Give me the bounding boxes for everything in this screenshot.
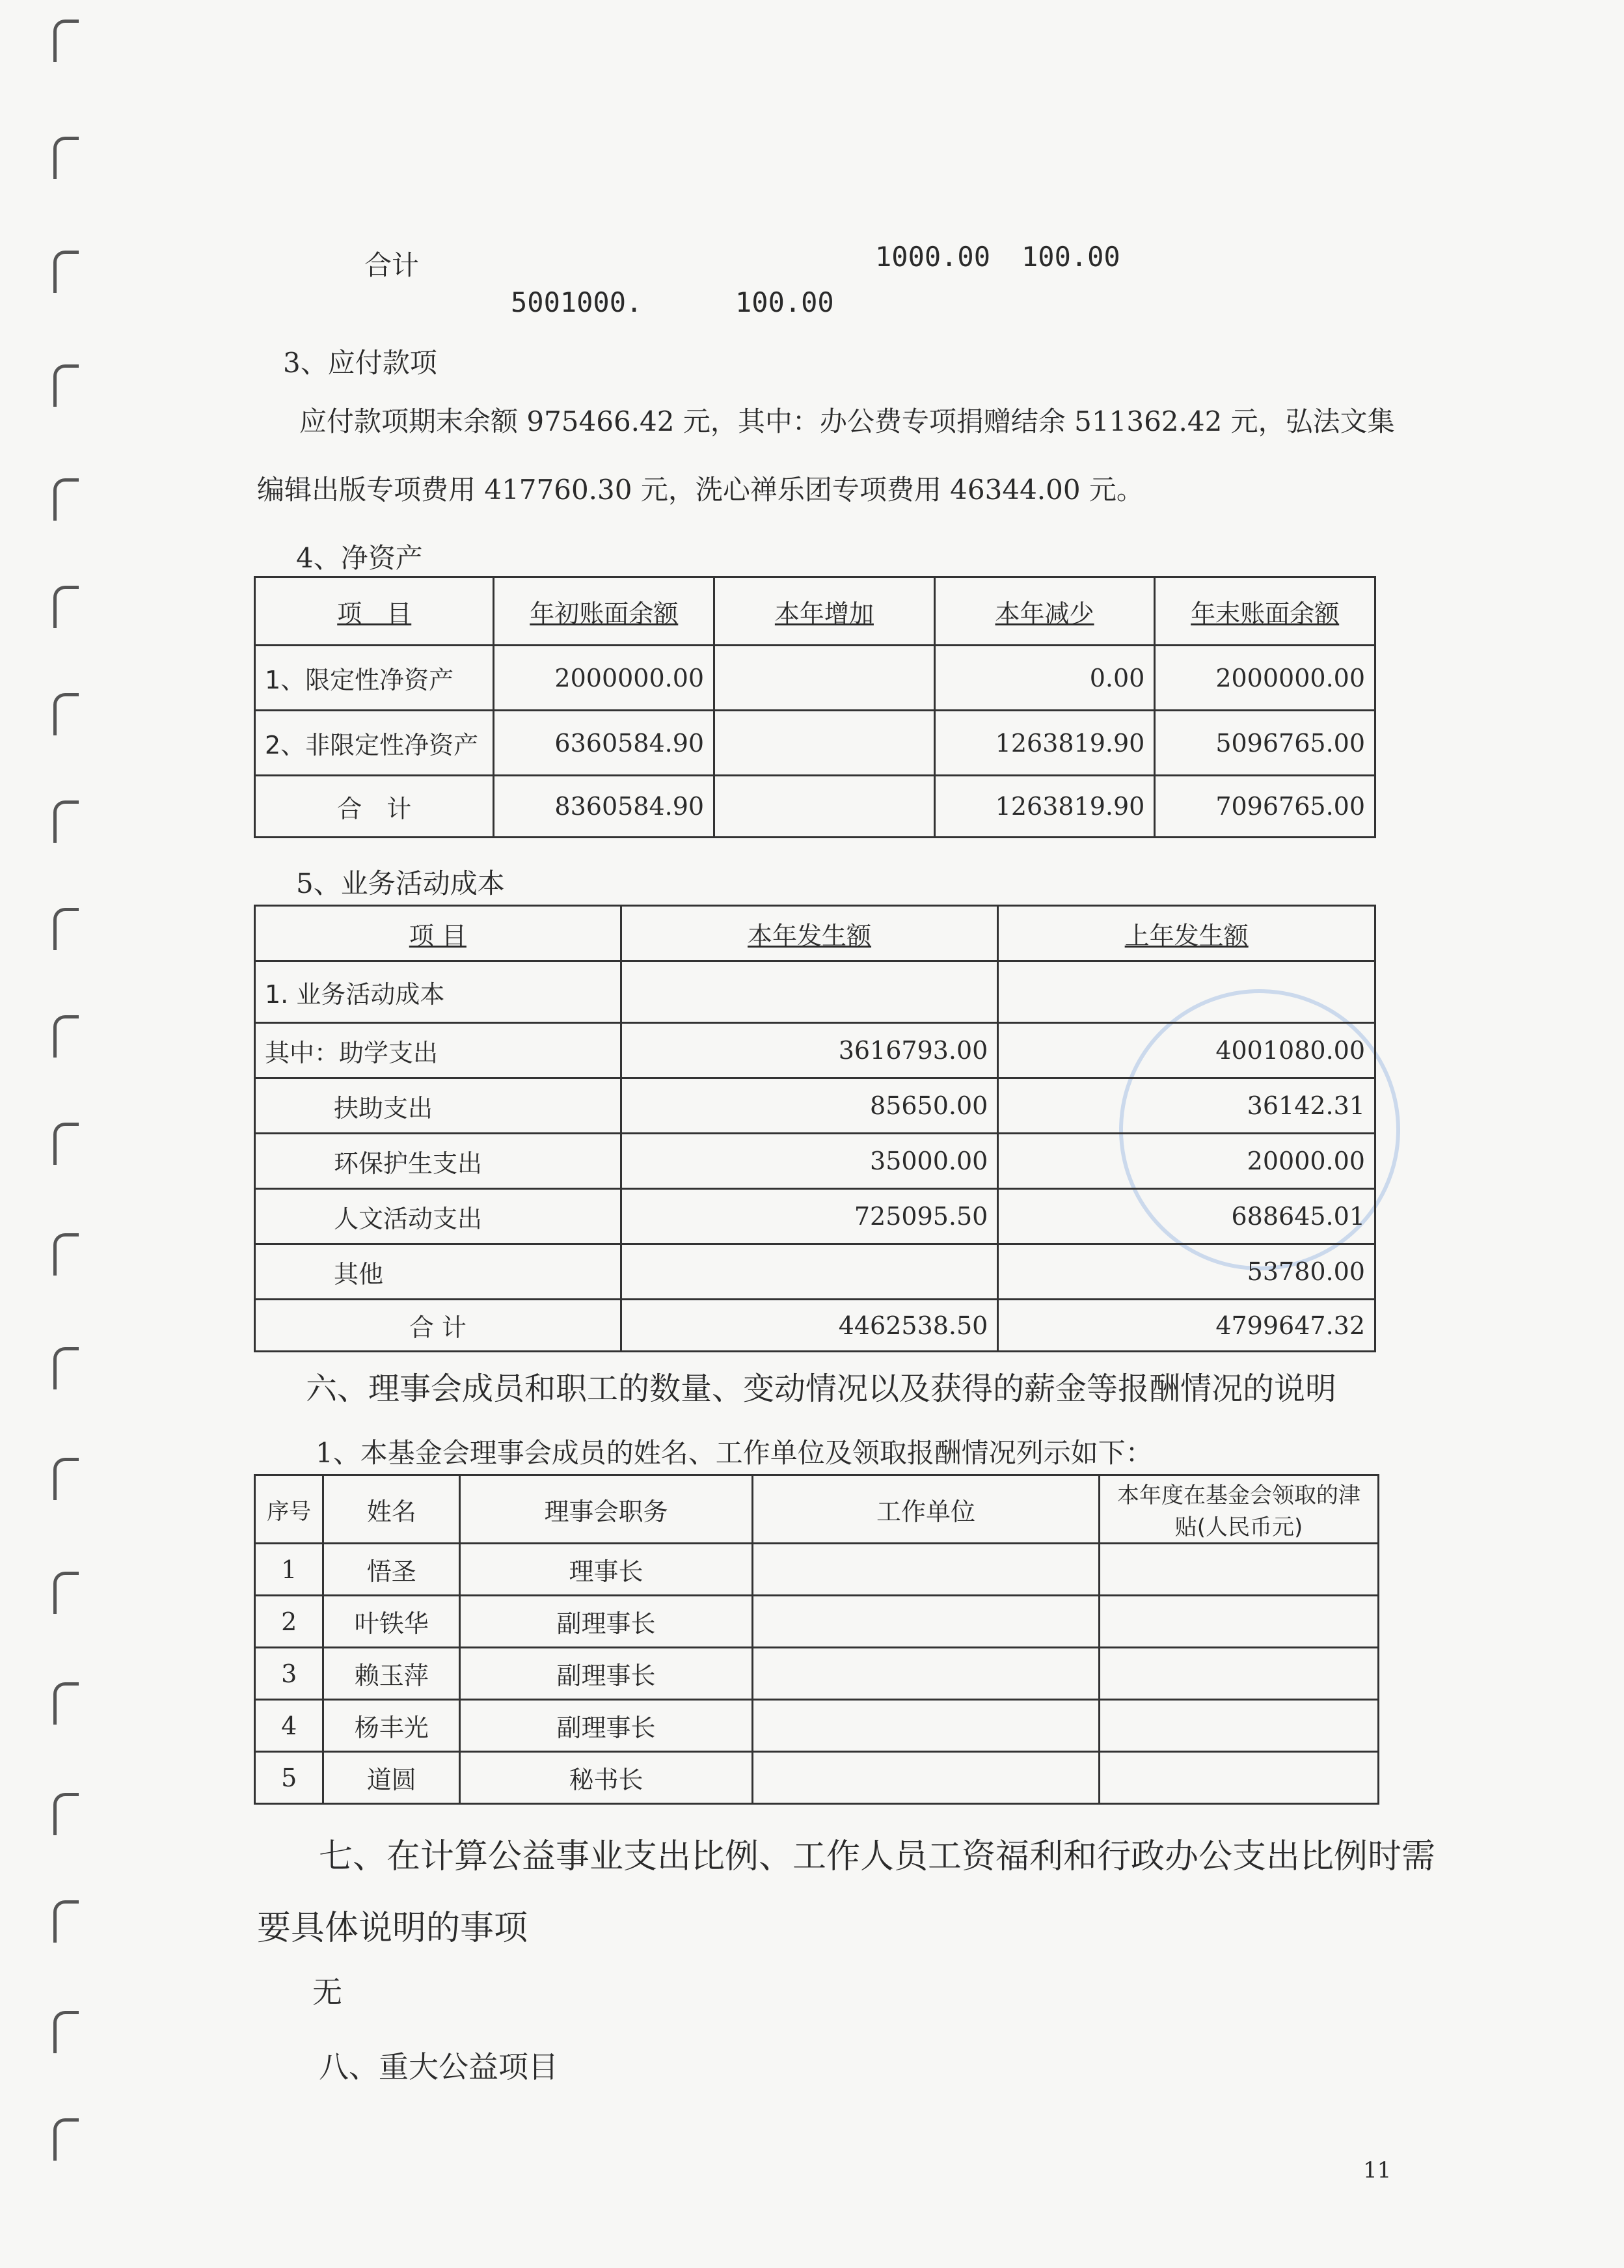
table-row (255, 1648, 1379, 1700)
table-cell: 1、限定性净资产 (255, 646, 494, 711)
table-cell: 4462538.50 (621, 1300, 998, 1352)
table-cell: 20000.00 (998, 1134, 1375, 1189)
table-row (255, 1078, 1375, 1134)
table-row (255, 1134, 1375, 1189)
section-7-heading-line-1: 七、在计算公益事业支出比例、工作人员工资福利和行政办公支出比例时需 (319, 1837, 1436, 1876)
table-header-row (255, 577, 1375, 646)
table-header: 本年发生额 (621, 906, 998, 961)
binding-hole (53, 1123, 79, 1165)
table-cell (621, 961, 998, 1023)
table-cell: 悟圣 (323, 1544, 460, 1596)
table-header-row (255, 1475, 1379, 1544)
table-cell: 4001080.00 (998, 1023, 1375, 1078)
table-cell: 4 (255, 1700, 323, 1752)
table-cell: 725095.50 (621, 1189, 998, 1244)
section-7-body: 无 (312, 1974, 342, 2010)
binding-hole (53, 478, 79, 521)
table-cell (1100, 1648, 1379, 1700)
binding-holes (39, 0, 98, 2268)
table-cell: 1. 业务活动成本 (255, 961, 621, 1023)
table-cell: 秘书长 (460, 1752, 753, 1804)
table-cell: 2 (255, 1596, 323, 1648)
table-cell: 副理事长 (460, 1700, 753, 1752)
table-header: 工作单位 (752, 1475, 1099, 1544)
table-cell: 理事长 (460, 1544, 753, 1596)
table-cell: 6360584.90 (494, 711, 714, 776)
business-cost-heading: 5、业务活动成本 (296, 868, 505, 899)
binding-hole (53, 364, 79, 407)
binding-hole (53, 20, 79, 62)
table-header: 姓名 (323, 1475, 460, 1544)
carryover-label: 合计 (364, 249, 420, 281)
section-6-subheading: 1、本基金会理事会成员的姓名、工作单位及领取报酬情况列示如下： (316, 1437, 1153, 1469)
carryover-value-1: 1000.00 (875, 241, 991, 273)
business-cost-table (254, 905, 1376, 1352)
table-row (255, 776, 1375, 838)
table-cell: 7096765.00 (1155, 776, 1375, 838)
table-cell: 36142.31 (998, 1078, 1375, 1134)
table-cell: 叶铁华 (323, 1596, 460, 1648)
table-row (255, 1300, 1375, 1352)
table-cell (714, 711, 935, 776)
binding-hole (53, 1793, 79, 1835)
table-cell: 8360584.90 (494, 776, 714, 838)
table-cell: 4799647.32 (998, 1300, 1375, 1352)
table-cell: 3 (255, 1648, 323, 1700)
table-cell (752, 1544, 1099, 1596)
table-cell: 其中：助学支出 (255, 1023, 621, 1078)
table-cell: 副理事长 (460, 1596, 753, 1648)
table-header: 本年度在基金会领取的津贴(人民币元) (1100, 1475, 1379, 1544)
binding-hole (53, 1572, 79, 1614)
table-row (255, 1596, 1379, 1648)
section-7-heading-line-2: 要具体说明的事项 (257, 1909, 528, 1948)
table-cell: 合 计 (255, 776, 494, 838)
table-cell (752, 1752, 1099, 1804)
table-row (255, 1700, 1379, 1752)
table-cell: 扶助支出 (255, 1078, 621, 1134)
binding-hole (53, 1347, 79, 1389)
table-cell: 1263819.90 (934, 711, 1155, 776)
binding-hole (53, 137, 79, 179)
table-cell (621, 1244, 998, 1300)
binding-hole (53, 908, 79, 950)
table-row (255, 1544, 1379, 1596)
binding-hole (53, 1900, 79, 1943)
payables-heading: 3、应付款项 (283, 347, 437, 379)
table-header: 年末账面余额 (1155, 577, 1375, 646)
table-cell: 杨丰光 (323, 1700, 460, 1752)
table-cell: 0.00 (934, 646, 1155, 711)
table-cell: 53780.00 (998, 1244, 1375, 1300)
table-header: 项 目 (255, 906, 621, 961)
carryover-value-2: 100.00 (1022, 241, 1120, 273)
table-cell: 人文活动支出 (255, 1189, 621, 1244)
table-cell: 赖玉萍 (323, 1648, 460, 1700)
table-row (255, 1189, 1375, 1244)
table-cell: 35000.00 (621, 1134, 998, 1189)
table-cell: 2000000.00 (1155, 646, 1375, 711)
table-row (255, 961, 1375, 1023)
net-assets-heading: 4、净资产 (296, 542, 423, 574)
board-members-table (254, 1474, 1379, 1805)
net-assets-table (254, 576, 1376, 838)
table-row (255, 1023, 1375, 1078)
binding-hole (53, 1458, 79, 1500)
binding-hole (53, 2118, 79, 2161)
table-header: 年初账面余额 (494, 577, 714, 646)
binding-hole (53, 2011, 79, 2053)
table-cell: 85650.00 (621, 1078, 998, 1134)
table-header: 序号 (255, 1475, 323, 1544)
table-cell: 5096765.00 (1155, 711, 1375, 776)
table-row (255, 646, 1375, 711)
table-header: 上年发生额 (998, 906, 1375, 961)
table-cell: 3616793.00 (621, 1023, 998, 1078)
table-cell (1100, 1700, 1379, 1752)
table-header: 项 目 (255, 577, 494, 646)
table-cell (752, 1700, 1099, 1752)
table-cell: 5 (255, 1752, 323, 1804)
table-header: 本年增加 (714, 577, 935, 646)
table-cell (714, 646, 935, 711)
table-cell: 其他 (255, 1244, 621, 1300)
carryover-value-4: 100.00 (735, 286, 834, 318)
table-row (255, 711, 1375, 776)
payables-line-2: 编辑出版专项费用 417760.30 元，洗心禅乐团专项费用 46344.00 元。 (257, 474, 1144, 506)
table-cell (998, 961, 1375, 1023)
table-cell: 2、非限定性净资产 (255, 711, 494, 776)
binding-hole (53, 1682, 79, 1725)
table-cell (752, 1648, 1099, 1700)
binding-hole (53, 800, 79, 843)
table-cell: 1 (255, 1544, 323, 1596)
binding-hole (53, 586, 79, 628)
table-header: 理事会职务 (460, 1475, 753, 1544)
payables-line-1: 应付款项期末余额 975466.42 元，其中：办公费专项捐赠结余 511362.42 元，弘法文集 (299, 405, 1395, 437)
binding-hole (53, 251, 79, 293)
table-cell (752, 1596, 1099, 1648)
binding-hole (53, 693, 79, 735)
table-cell (1100, 1544, 1379, 1596)
table-row (255, 1752, 1379, 1804)
table-cell: 副理事长 (460, 1648, 753, 1700)
section-6-heading: 六、理事会成员和职工的数量、变动情况以及获得的薪金等报酬情况的说明 (306, 1371, 1337, 1407)
table-cell (1100, 1596, 1379, 1648)
section-8-heading: 八、重大公益项目 (319, 2049, 558, 2084)
binding-hole (53, 1015, 79, 1058)
table-cell: 1263819.90 (934, 776, 1155, 838)
table-cell (1100, 1752, 1379, 1804)
table-cell: 道圆 (323, 1752, 460, 1804)
table-cell: 环保护生支出 (255, 1134, 621, 1189)
table-cell: 2000000.00 (494, 646, 714, 711)
page-number: 11 (1363, 2157, 1392, 2183)
table-cell: 合 计 (255, 1300, 621, 1352)
carryover-value-3: 5001000. (511, 286, 643, 318)
table-cell: 688645.01 (998, 1189, 1375, 1244)
binding-hole (53, 1233, 79, 1276)
table-header-row (255, 906, 1375, 961)
table-cell (714, 776, 935, 838)
table-row (255, 1244, 1375, 1300)
table-header: 本年减少 (934, 577, 1155, 646)
